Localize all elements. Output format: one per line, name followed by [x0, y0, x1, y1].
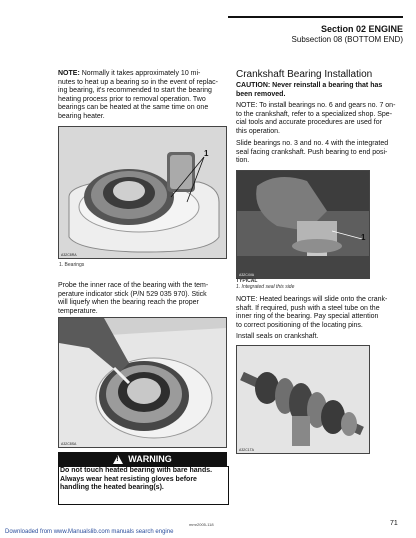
warning-title: WARNING [128, 454, 172, 464]
note-install-paragraph: NOTE: To install bearings no. 6 and gears no. 7 on- to the crankshaft, refer to a specialized shop. Spe- cial tools and accurate procedures are used for this operation. [236, 102, 396, 135]
fig3-code: A32C4VA [239, 273, 255, 277]
fig1-code: A32C8RA [61, 253, 77, 257]
probe-paragraph: Probe the inner race of the bearing with the tem- perature indicator stick (P/N 529 035 970). Stick will liquefy when the bearing reach the proper temperature. [58, 282, 209, 315]
figure-bearing-press [236, 170, 370, 279]
warning-header [58, 452, 227, 466]
subsection-title: Subsection 08 (BOTTOM END) [291, 35, 403, 44]
note-heating-paragraph: NOTE: Normally it takes approximately 10 mi- nutes to heat up a bearing so in the event of replac- ing bearing, it's recommended to start the bearing heating process prior to removal operation. Two bearings can be heated at the same time on one bearing heater. [58, 70, 218, 120]
page-number: 71 [390, 520, 398, 527]
fig1-caption: 1. Bearings [59, 262, 85, 268]
header-rule [228, 16, 403, 18]
figure-crankshaft [236, 345, 370, 454]
download-watermark: Downloaded from www.Manualslib.com manuals search engine [5, 529, 174, 535]
fig3-caption: 1. Integrated seal this side [236, 284, 295, 290]
doc-code: mmr2005-118 [189, 522, 214, 527]
warning-body: Do not touch heated bearing with bare hands. Always wear heat resisting gloves before handling the heated bearing(s). [58, 466, 229, 505]
fig1-callout-1: 1 [204, 149, 209, 158]
fig3-caption-title: TYPICAL [236, 278, 258, 284]
caution-paragraph: CAUTION: Never reinstall a bearing that has been removed. [236, 82, 383, 98]
figure-temperature-stick [58, 317, 227, 448]
note-heated-bearings-paragraph: NOTE: Heated bearings will slide onto the crank- shaft. If required, push with a steel tube on the inner ring of the bearing. Pay special attention to correct positioning of the locating pins. [236, 296, 388, 329]
warning-triangle-icon: ! [113, 455, 123, 464]
fig4-code: A32C1TA [239, 448, 254, 452]
install-seals-paragraph: Install seals on crankshaft. [236, 333, 319, 340]
fig2-code: A32C8SA [61, 442, 77, 446]
figure-bearing-heater [58, 126, 227, 259]
fig3-callout-1: 1 [361, 233, 366, 242]
crankshaft-bearing-title: Crankshaft Bearing Installation [236, 69, 373, 80]
slide-bearings-paragraph: Slide bearings no. 3 and no. 4 with the integrated seal facing crankshaft. Push bearing to end posi- tion. [236, 140, 389, 165]
section-title: Section 02 ENGINE [320, 24, 403, 34]
